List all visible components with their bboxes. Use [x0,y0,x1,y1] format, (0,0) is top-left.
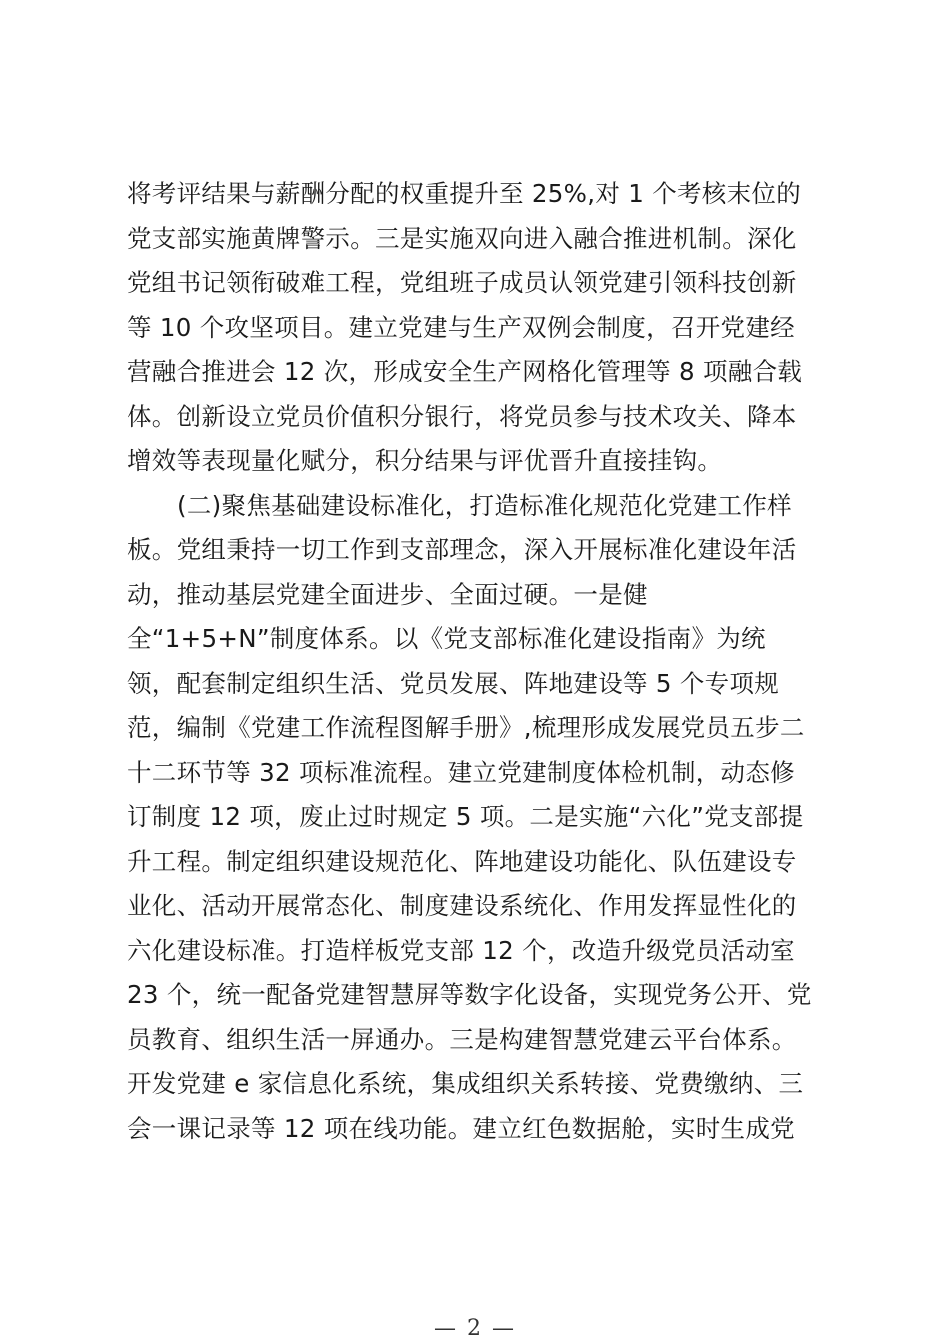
text-line: 订制度 12 项，废止过时规定 5 项。二是实施“六化”党支部提 [127,802,804,831]
text-line: 范，编制《党建工作流程图解手册》,梳理形成发展党员五步二 [127,713,805,742]
page-number: — 2 — [434,1316,516,1341]
text-line: 动，推动基层党建全面进步、全面过硬。一是健 [127,579,648,609]
text-line: 党支部实施黄牌警示。三是实施双向进入融合推进机制。深化 [127,223,797,253]
text-line: 会一课记录等 12 项在线功能。建立红色数据舱，实时生成党 [127,1113,795,1143]
text-line: 员教育、组织生活一屏通办。三是构建智慧党建云平台体系。 [127,1024,797,1054]
text-line: 升工程。制定组织建设规范化、阵地建设功能化、队伍建设专 [127,846,797,876]
text-line: 党组书记领衔破难工程，党组班子成员认领党建引领科技创新 [127,268,797,297]
text-line: 六化建设标准。打造样板党支部 12 个，改造升级党员活动室 [127,935,795,965]
text-line: 开发党建 e 家信息化系统，集成组织关系转接、党费缴纳、三 [127,1069,804,1098]
text-line: 领，配套制定组织生活、党员发展、阵地建设等 5 个专项规 [127,668,780,698]
text-line: 体。创新设立党员价值积分银行，将党员参与技术攻关、降本 [127,401,797,431]
text-line: 十二环节等 32 项标准流程。建立党建制度体检机制，动态修 [127,757,795,787]
text-line: 23 个，统一配备党建智慧屏等数字化设备，实现党务公开、党 [127,980,812,1009]
text-line: 等 10 个攻坚项目。建立党建与生产双例会制度，召开党建经 [127,312,795,342]
text-line: 增效等表现量化赋分，积分结果与评优晋升直接挂钩。 [127,446,723,475]
text-line: 全“1+5+N”制度体系。以《党支部标准化建设指南》为统 [127,624,766,653]
body-text [127,172,827,1151]
text-line: 业化、活动开展常态化、制度建设系统化、作用发挥显性化的 [127,891,797,920]
text-line: 板。党组秉持一切工作到支部理念，深入开展标准化建设年活 [127,535,797,564]
text-line: 营融合推进会 12 次，形成安全生产网格化管理等 8 项融合载 [127,357,803,386]
text-line: (二)聚焦基础建设标准化，打造标准化规范化党建工作样 [177,490,792,520]
text-line: 将考评结果与薪酬分配的权重提升至 25%,对 1 个考核末位的 [127,179,801,208]
